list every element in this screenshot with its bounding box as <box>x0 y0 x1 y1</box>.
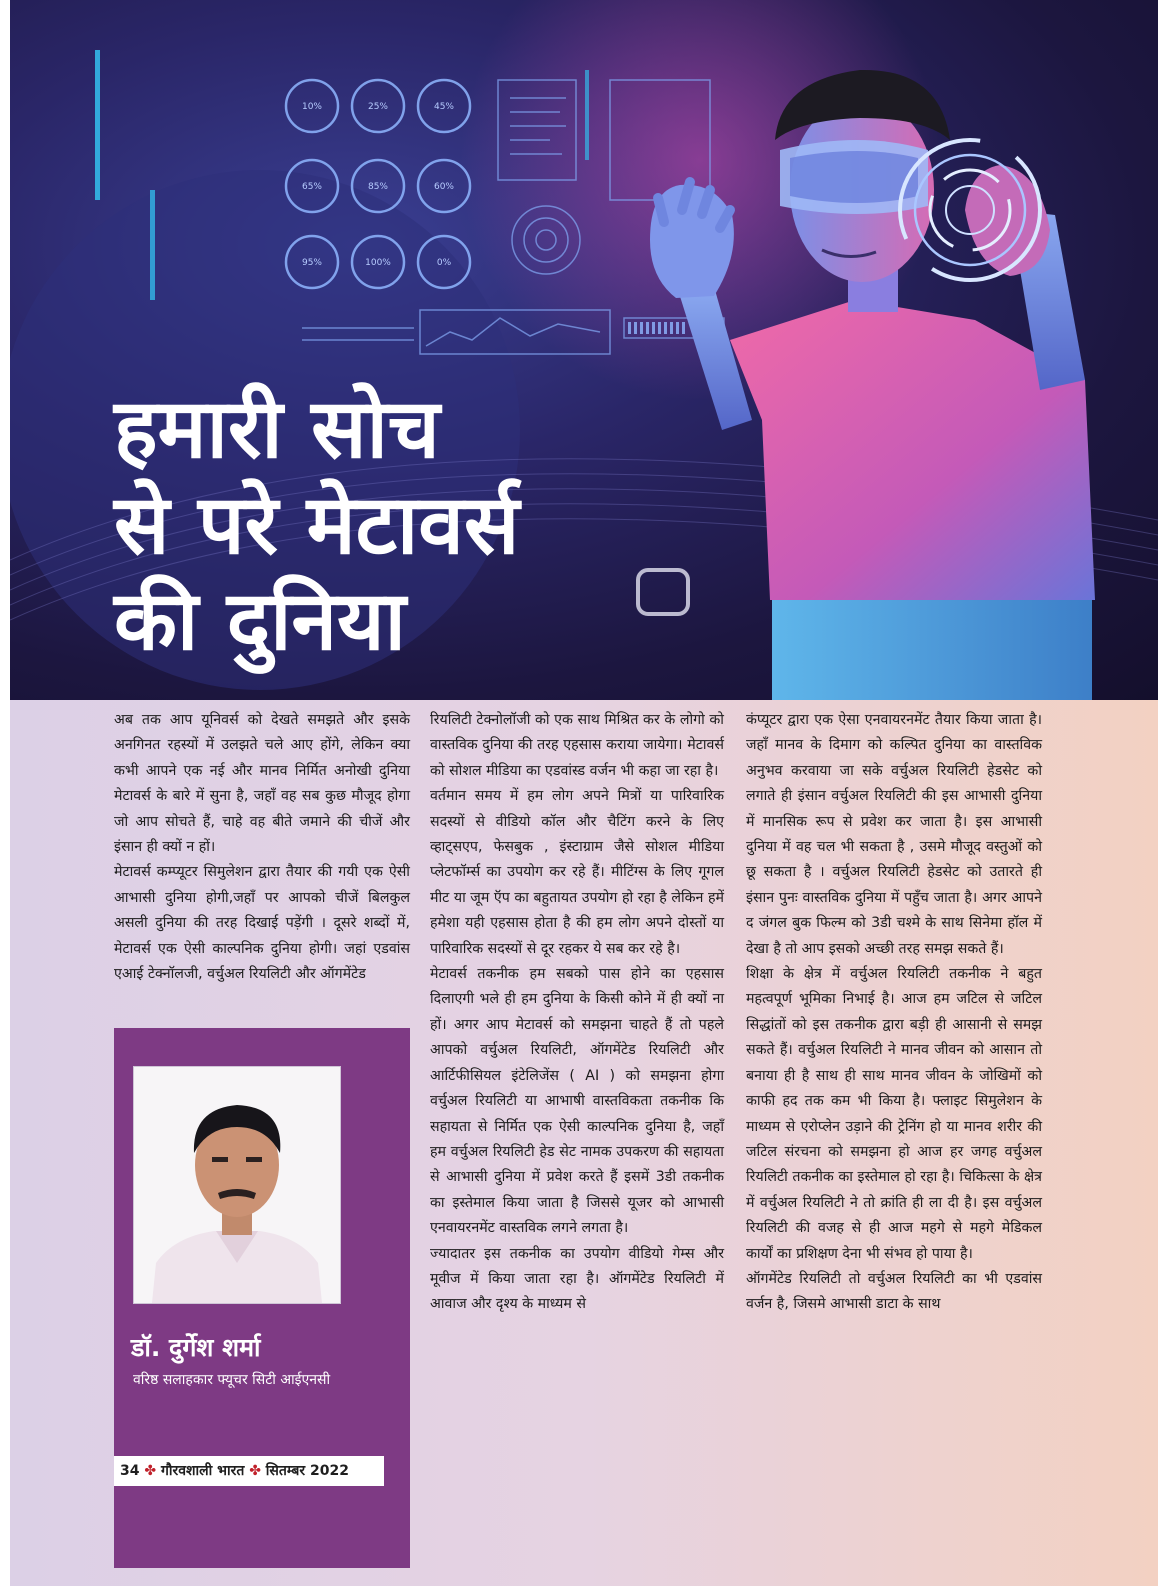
issue-date: सितम्बर 2022 <box>265 1463 349 1479</box>
article-column-2 <box>430 708 724 1318</box>
article-body <box>10 700 1158 1586</box>
headline <box>114 382 519 670</box>
svg-text:85%: 85% <box>367 182 389 192</box>
vr-visor <box>790 151 918 203</box>
author-portrait <box>134 1067 340 1303</box>
paragraph: मेटावर्स कम्प्यूटर सिमुलेशन द्वारा तैयार की गयी एक ऐसी आभासी दुनिया होगी,जहाँ पर आपको चीजें बिलकुल असली दुनिया की तरह दिखाई पड़ेंगी । दूसरे शब्दों में, मेटावर्स एक ऐसी काल्पनिक दुनिया होगी। जहां एडवांस एआई टेक्नॉलजी, वर्चुअल रियलिटी और ऑगमेंटेड <box>114 864 410 983</box>
figure-pants <box>772 592 1092 700</box>
author-photo <box>133 1066 341 1304</box>
headline-line-3: की दुनिया <box>114 574 406 669</box>
svg-text:100%: 100% <box>365 258 391 268</box>
article-column-3 <box>746 708 1042 1318</box>
page-number: 34 <box>120 1463 140 1479</box>
headline-line-1: हमारी सोच <box>114 382 440 477</box>
svg-text:60%: 60% <box>433 182 455 192</box>
paragraph: मेटावर्स तकनीक हम सबको पास होने का एहसास दिलाएगी भले ही हम दुनिया के किसी कोने में ही क्यों ना हों। अगर आप मेटावर्स को समझना चाहते हैं तो पहले आपको वर्चुअल रियलिटी, ऑगमेंटेड रियलिटी और आर्टिफीसियल इंटेलिजेंस ( AI ) को समझना होगा वर्चुअल रियलिटी या आभाषी वास्तविकता तकनीक कि सहायता से निर्मित एक ऐसी काल्पनिक दुनिया है, जहाँ हम वर्चुअल रियलिटी हेड सेट नामक उपकरण की सहायता से आभासी दुनिया में प्रवेश करते हैं इसमें 3डी तकनीक का इस्तेमाल किया जाता है जिससे यूजर को आभासी एनवायरनमेंट वास्तविक लगने लगता है। <box>430 966 724 1237</box>
author-role: वरिष्ठ सलाहकार फ्यूचर सिटी आईएनसी <box>133 1372 331 1388</box>
paragraph: रियलिटी टेक्नोलॉजी को एक साथ मिश्रित कर के लोगो को वास्तविक दुनिया की तरह एहसास कराया जायेगा। मेटावर्स को सोशल मीडिया का एडवांस्ड वर्जन भी कहा जा रहा है। <box>430 712 724 779</box>
svg-text:0%: 0% <box>436 258 452 268</box>
flower-bullet-icon: ✤ <box>144 1463 161 1479</box>
author-name: डॉ. दुर्गेश शर्मा <box>131 1333 261 1362</box>
paragraph: वर्तमान समय में हम लोग अपने मित्रों या पारिवारिक सदस्यों से वीडियो कॉल और चैटिंग करने के लिए व्हाट्सएप, फेसबुक , इंस्टाग्राम जैसे सोशल मीडिया प्लेटफॉर्म्स का उपयोग कर रहे हैं। मीटिंग्स के लिए गूगल मीट या जूम ऍप का बहुतायत उपयोग हो रहा है लेकिन हमें हमेशा यही एहसास होता है की हम लोग अपने दोस्तों या पारिवारिक सदस्यों से दूर रहकर ये सब कर रहे है। <box>430 788 724 957</box>
paragraph: अब तक आप यूनिवर्स को देखते समझते और इसके अनगिनत रहस्यों में उलझते चले आए होंगे, लेकिन क्या कभी आपने एक नई और मानव निर्मित अनोखी दुनिया मेटावर्स के बारे में सुना है, जहाँ वह सब कुछ मौजूद होगा जो आप सोचते हैं, चाहे वह बीते जमाने की चीजें और इंसान ही क्यों न हों। <box>114 712 410 856</box>
svg-text:95%: 95% <box>301 258 323 268</box>
flower-bullet-icon: ✤ <box>249 1463 266 1479</box>
hero-banner <box>10 0 1158 700</box>
svg-text:45%: 45% <box>433 102 455 112</box>
svg-text:65%: 65% <box>301 182 323 192</box>
paragraph: कंप्यूटर द्वारा एक ऐसा एनवायरनमेंट तैयार किया जाता है। जहाँ मानव के दिमाग को कल्पित दुनिया का वास्तविक अनुभव करवाया जा सके वर्चुअल रियलिटी हेडसेट को लगाते ही इंसान वर्चुअल रियलिटी की इस आभासी दुनिया में मानसिक रूप से प्रवेश कर जाता है। इस आभासी दुनिया में वह चल भी सकता है , उसमे मौजूद वस्तुओं को छू सकता है । वर्चुअल रियलिटी हेडसेट को उतारते ही इंसान पुनः वास्तविक दुनिया में पहुँच जाता है। अगर आपने द जंगल बुक फिल्म को 3डी चश्मे के साथ सिनेमा हॉल में देखा है तो आप इसको अच्छी तरह समझ सकते हैं। <box>746 712 1042 957</box>
paragraph: ऑगमेंटेड रियलिटी तो वर्चुअल रियलिटी का भी एडवांस वर्जन है, जिसमे आभासी डाटा के साथ <box>746 1270 1042 1313</box>
paragraph: ज्यादातर इस तकनीक का उपयोग वीडियो गेम्स और मूवीज में किया जाता रहा है। ऑगमेंटेड रियलिटी में आवाज और दृश्य के माध्यम से <box>430 1245 724 1313</box>
article-column-1 <box>114 708 410 987</box>
square-outline-icon <box>638 570 688 614</box>
svg-text:10%: 10% <box>301 102 323 112</box>
paragraph: शिक्षा के क्षेत्र में वर्चुअल रियलिटी तकनीक ने बहुत महत्वपूर्ण भूमिका निभाई है। आज हम जटिल से जटिल सिद्धांतों को इस तकनीक द्वारा बड़ी ही आसानी से समझ सकते हैं। वर्चुअल रियलिटी ने मानव जीवन को आसान तो बनाया ही है साथ ही साथ मानव जीवन के जोखिमों को काफी हद तक कम भी किया है। फ्लाइट सिमुलेशन के माध्यम से एरोप्लेन उड़ाने की ट्रेनिंग हो या मानव शरीर की जटिल संरचना को समझना हो आज हर जगह वर्चुअल रियलिटी तकनीक का इस्तेमाल हो रहा है। चिकित्सा के क्षेत्र में वर्चुअल रियलिटी ने तो क्रांति ही ला दी है। इस वर्चुअल रियलिटी की वजह से ही आज महगे से महगे मेडिकल कार्यों का प्रशिक्षण देना भी संभव हो पाया है। <box>746 966 1042 1262</box>
page-footer <box>114 1456 384 1486</box>
svg-text:25%: 25% <box>367 102 389 112</box>
magazine-name: गौरवशाली भारत <box>160 1463 245 1479</box>
headline-line-2: से परे मेटावर्स <box>114 478 520 573</box>
author-box <box>114 1028 410 1568</box>
